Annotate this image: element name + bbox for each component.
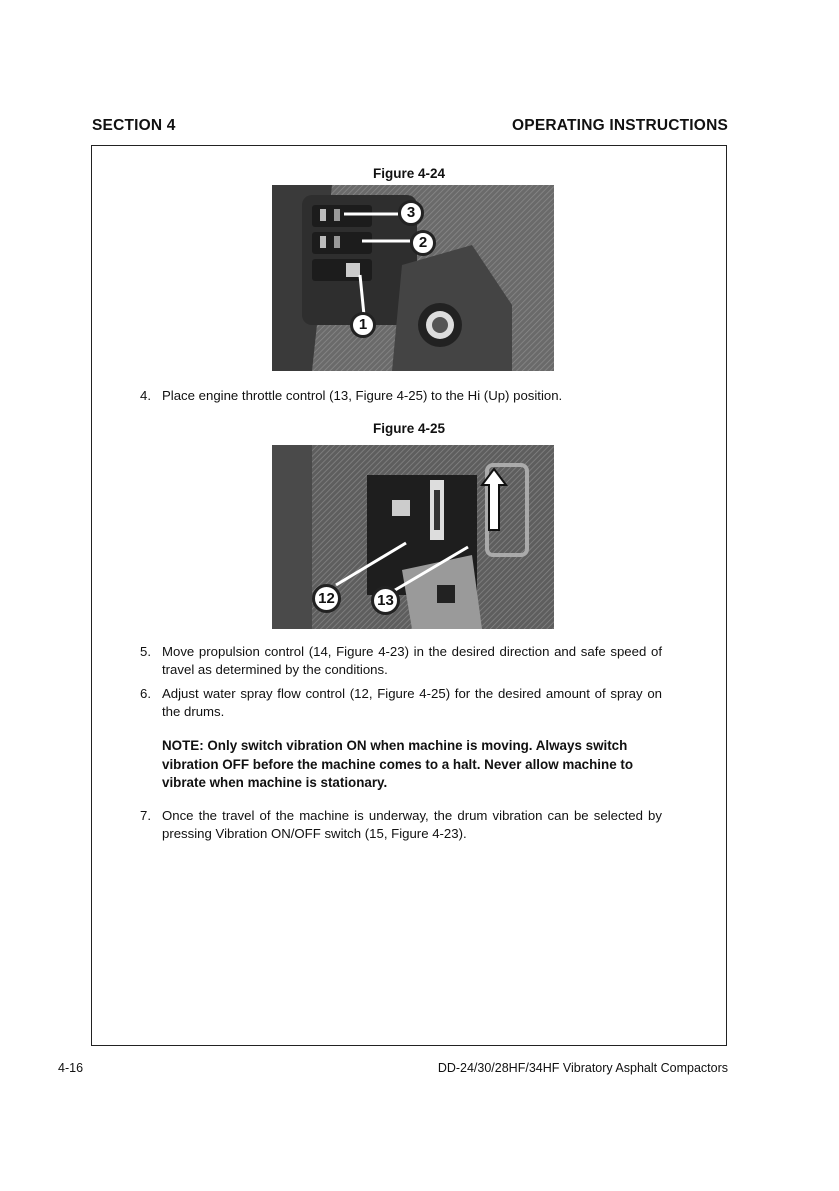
step-text: Once the travel of the machine is underway, the drum vibration can be selected by pressing Vibration ON/OFF switch (15, Figure 4-23). [162,808,662,841]
content-frame [91,145,727,1046]
callout-12: 12 [312,584,341,613]
figure-caption-4-25: Figure 4-25 [372,421,446,436]
callout-3: 3 [398,200,424,226]
step-number: 4. [140,388,151,403]
callout-1: 1 [350,312,376,338]
page-number: 4-16 [58,1061,84,1075]
document-title: DD-24/30/28HF/34HF Vibratory Asphalt Compactors [437,1061,728,1075]
step-number: 6. [140,686,151,701]
step-text: Place engine throttle control (13, Figure 4-25) to the Hi (Up) position. [162,388,563,403]
section-label: SECTION 4 [92,117,176,134]
figure-caption-4-24: Figure 4-24 [372,166,446,181]
step-number: 5. [140,644,151,659]
step-text: Move propulsion control (14, Figure 4-23) in the desired direction and safe speed of travel as determined by the conditions. [162,644,662,677]
callout-13: 13 [371,586,400,615]
step-number: 7. [140,808,151,823]
safety-note: NOTE: Only switch vibration ON when machine is moving. Always switch vibration OFF before the machine comes to a halt. Never allow machine to vibrate when machine is stationary. [162,738,634,790]
callout-2: 2 [410,230,436,256]
section-title: OPERATING INSTRUCTIONS [512,117,728,134]
step-text: Adjust water spray flow control (12, Figure 4-25) for the desired amount of spray on the drums. [162,686,662,719]
